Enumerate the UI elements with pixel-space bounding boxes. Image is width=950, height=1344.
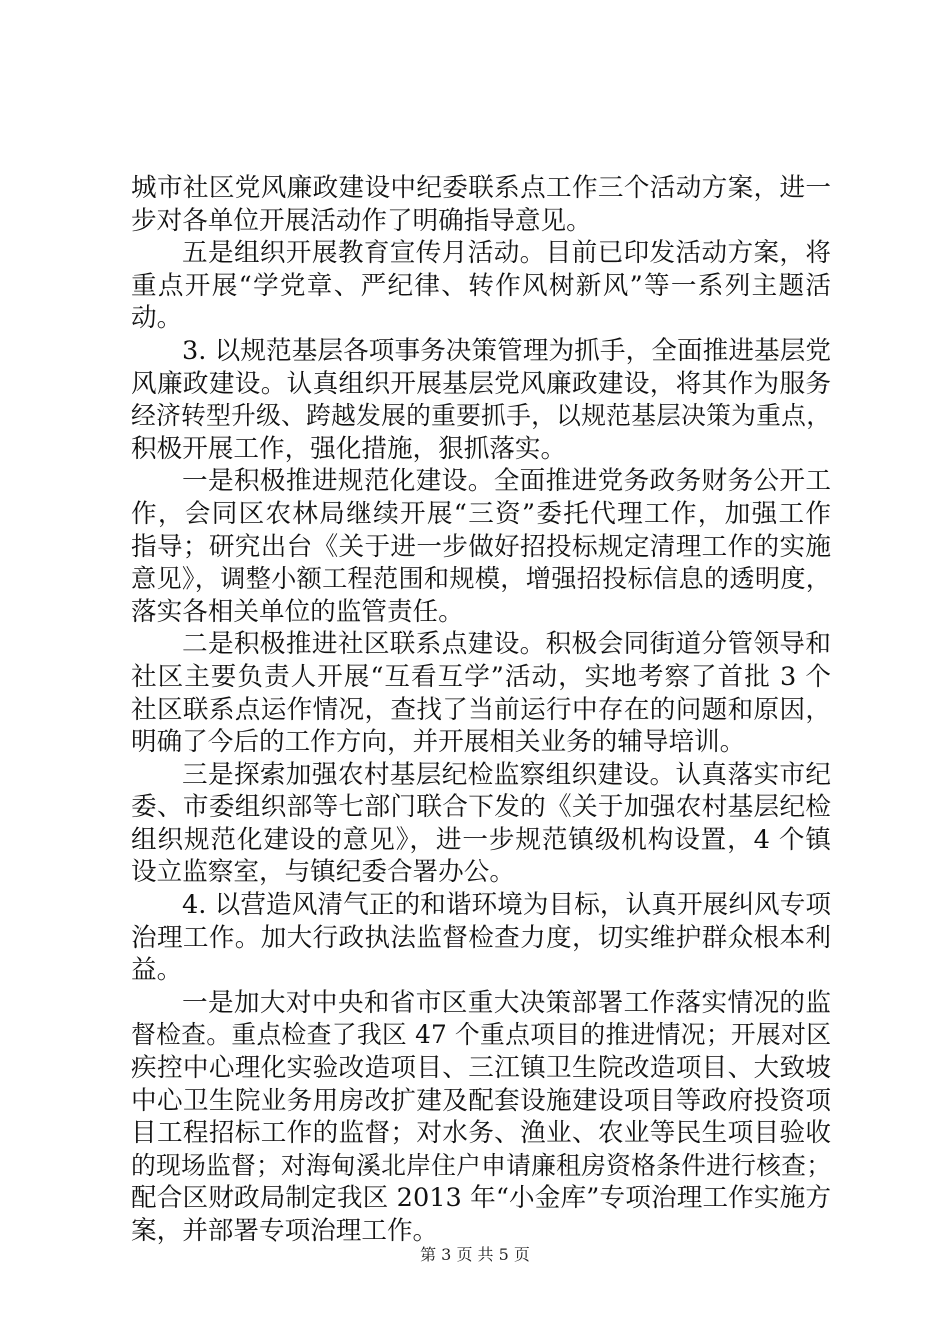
text-line: 社区联系点运作情况，查找了当前运行中存在的问题和原因， [131,694,831,725]
text-line: 五是组织开展教育宣传月活动。目前已印发活动方案，将 [182,238,831,269]
page-footer: 第 3 页 共 5 页 [420,1245,530,1264]
text-line: 动。 [131,303,183,334]
text-line: 二是积极推进社区联系点建设。积极会同街道分管领导和 [182,629,831,660]
text-line: 3. 以规范基层各项事务决策管理为抓手，全面推进基层党 [182,335,831,366]
text-line: 益。 [131,955,183,986]
text-line: 4. 以营造风清气正的和谐环境为目标，认真开展纠风专项 [182,890,831,921]
text-line: 社区主要负责人开展“互看互学”活动，实地考察了首批 3 个 [131,661,831,692]
text-line: 疾控中心理化实验改造项目、三江镇卫生院改造项目、大致坡 [131,1053,831,1084]
text-line: 积极开展工作，强化措施，狠抓落实。 [131,433,567,464]
text-line: 重点开展“学党章、严纪律、转作风树新风”等一系列主题活 [131,270,831,301]
text-line: 指导；研究出台《关于进一步做好招投标规定清理工作的实施 [131,531,831,562]
text-line: 经济转型升级、跨越发展的重要抓手，以规范基层决策为重点， [131,401,831,431]
text-line: 意见》，调整小额工程范围和规模，增强招投标信息的透明度， [131,564,831,594]
text-line: 目工程招标工作的监督；对水务、渔业、农业等民生项目验收 [131,1118,831,1149]
text-line: 配合区财政局制定我区 2013 年“小金库”专项治理工作实施方 [131,1183,831,1214]
text-line: 明确了今后的工作方向，并开展相关业务的辅导培训。 [131,727,746,758]
text-line: 一是加大对中央和省市区重大决策部署工作落实情况的监 [182,987,831,1018]
text-line: 治理工作。加大行政执法监督检查力度，切实维护群众根本利 [131,922,831,953]
text-line: 的现场监督；对海甸溪北岸住户申请廉租房资格条件进行核查； [131,1150,831,1180]
document-body [131,172,831,1248]
text-line: 案，并部署专项治理工作。 [131,1216,439,1246]
text-line: 步对各单位开展活动作了明确指导意见。 [131,205,592,236]
text-line: 委、市委组织部等七部门联合下发的《关于加强农村基层纪检 [131,792,831,823]
text-line: 三是探索加强农村基层纪检监察组织建设。认真落实市纪 [182,759,831,790]
text-line: 组织规范化建设的意见》，进一步规范镇级机构设置，4 个镇 [131,824,831,855]
text-line: 中心卫生院业务用房改扩建及配套设施建设项目等政府投资项 [131,1085,831,1116]
text-line: 作，会同区农林局继续开展“三资”委托代理工作，加强工作 [131,498,831,529]
text-line: 督检查。重点检查了我区 47 个重点项目的推进情况；开展对区 [131,1020,831,1050]
text-line: 风廉政建设。认真组织开展基层党风廉政建设，将其作为服务 [131,368,831,399]
text-line: 设立监察室，与镇纪委合署办公。 [131,857,515,888]
text-line: 落实各相关单位的监管责任。 [131,596,464,627]
text-line: 城市社区党风廉政建设中纪委联系点工作三个活动方案，进一 [131,173,831,203]
text-line: 一是积极推进规范化建设。全面推进党务政务财务公开工 [182,466,831,497]
